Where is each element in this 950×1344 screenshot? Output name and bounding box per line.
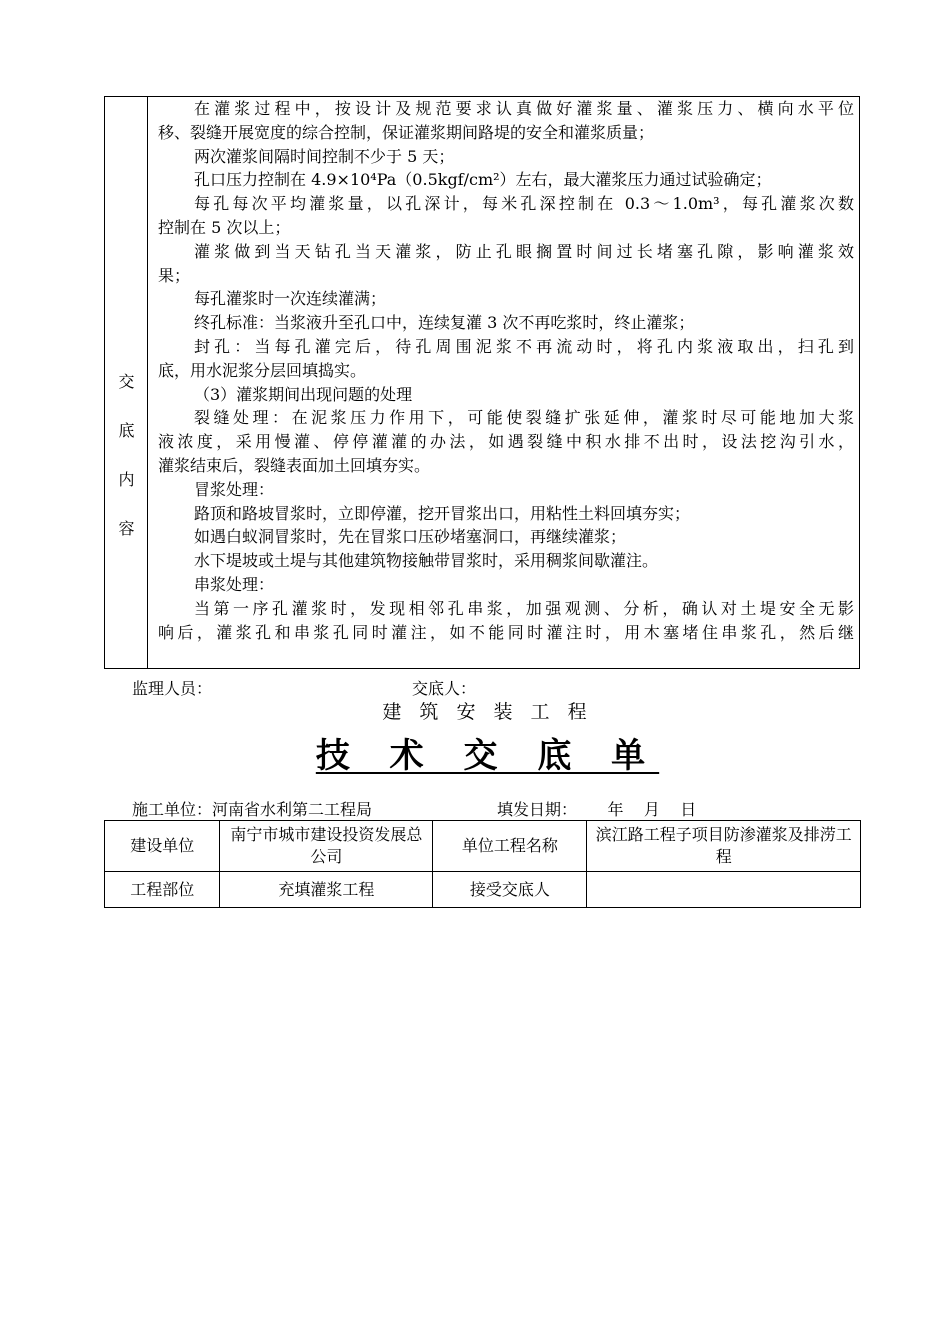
content-line: 灌浆做到当天钻孔当天灌浆，防止孔眼搁置时间过长堵塞孔隙，影响灌浆效 bbox=[194, 241, 854, 261]
content-line: 冒浆处理： bbox=[194, 479, 275, 499]
content-line: 每孔每次平均灌浆量，以孔深计，每米孔深控制在 0.3～1.0m³，每孔灌浆次数 bbox=[194, 194, 854, 214]
supervisor-label: 监理人员： bbox=[132, 679, 213, 698]
construction-unit: 施工单位：河南省水利第二工程局 bbox=[132, 800, 373, 819]
content-text bbox=[158, 97, 854, 668]
content-line: 水下堤坡或土堤与其他建筑物接触带冒浆时，采用稠浆间歇灌注。 bbox=[194, 551, 659, 571]
side-label-char: 容 bbox=[118, 519, 135, 538]
document-title-text: 技 术 交 底 单 bbox=[315, 736, 660, 776]
label-cell: 接受交底人 bbox=[433, 872, 587, 908]
info-row bbox=[105, 872, 861, 908]
content-line: （3）灌浆期间出现问题的处理 bbox=[194, 384, 413, 404]
side-label-cell bbox=[105, 97, 148, 668]
value-cell: 南宁市城市建设投资发展总公司 bbox=[220, 821, 433, 872]
content-line: 灌浆结束后，裂缝表面加土回填夯实。 bbox=[158, 455, 431, 475]
presenter-label: 交底人： bbox=[412, 679, 477, 698]
content-line: 底，用水泥浆分层回填捣实。 bbox=[158, 360, 367, 380]
side-label-char: 内 bbox=[118, 470, 135, 489]
label-cell: 工程部位 bbox=[105, 872, 220, 908]
content-line: 路顶和路坡冒浆时，立即停灌，挖开冒浆出口，用粘性土料回填夯实； bbox=[194, 503, 691, 523]
side-label-char: 底 bbox=[118, 421, 135, 440]
content-line: 控制在 5 次以上； bbox=[158, 217, 291, 237]
fill-date: 填发日期： 年 月 日 bbox=[497, 800, 697, 819]
document-title bbox=[0, 728, 950, 777]
content-line: 当第一序孔灌浆时，发现相邻孔串浆，加强观测、分析，确认对土堤安全无影 bbox=[194, 598, 854, 618]
label-cell: 单位工程名称 bbox=[433, 821, 587, 872]
content-line: 串浆处理： bbox=[194, 574, 275, 594]
content-line: 封孔：当每孔灌完后，待孔周围泥浆不再流动时，将孔内浆液取出，扫孔到 bbox=[194, 336, 854, 356]
side-label-char: 交 bbox=[118, 372, 135, 391]
value-cell: 充填灌浆工程 bbox=[220, 872, 433, 908]
info-table bbox=[104, 820, 861, 908]
content-line: 孔口压力控制在 4.9×10⁴Pa（0.5kgf/cm²）左右，最大灌浆压力通过试验确定； bbox=[194, 170, 772, 190]
document-subtitle: 建 筑 安 装 工 程 bbox=[382, 701, 593, 723]
content-line: 裂缝处理：在泥浆压力作用下，可能使裂缝扩张延伸，灌浆时尽可能地加大浆 bbox=[194, 408, 854, 428]
content-line: 移、裂缝开展宽度的综合控制，保证灌浆期间路堤的安全和灌浆质量； bbox=[158, 122, 655, 142]
value-cell bbox=[587, 872, 861, 908]
content-line: 果； bbox=[158, 265, 191, 285]
label-cell: 建设单位 bbox=[105, 821, 220, 872]
value-cell: 滨江路工程子项目防渗灌浆及排涝工程 bbox=[587, 821, 861, 872]
content-table bbox=[104, 96, 860, 669]
content-line: 每孔灌浆时一次连续灌满； bbox=[194, 289, 387, 309]
content-line: 在灌浆过程中，按设计及规范要求认真做好灌浆量、灌浆压力、横向水平位 bbox=[194, 99, 854, 118]
content-line: 终孔标准：当浆液升至孔口中，连续复灌 3 次不再吃浆时，终止灌浆； bbox=[194, 313, 695, 333]
content-line: 如遇白蚁洞冒浆时，先在冒浆口压砂堵塞洞口，再继续灌浆； bbox=[194, 527, 627, 547]
content-line: 响后，灌浆孔和串浆孔同时灌注，如不能同时灌注时，用木塞堵住串浆孔，然后继 bbox=[158, 622, 854, 642]
content-line: 液浓度，采用慢灌、停停灌灌的办法，如遇裂缝中积水排不出时，设法挖沟引水， bbox=[158, 432, 854, 452]
content-line: 两次灌浆间隔时间控制不少于 5 天； bbox=[194, 146, 455, 166]
info-row bbox=[105, 821, 861, 872]
